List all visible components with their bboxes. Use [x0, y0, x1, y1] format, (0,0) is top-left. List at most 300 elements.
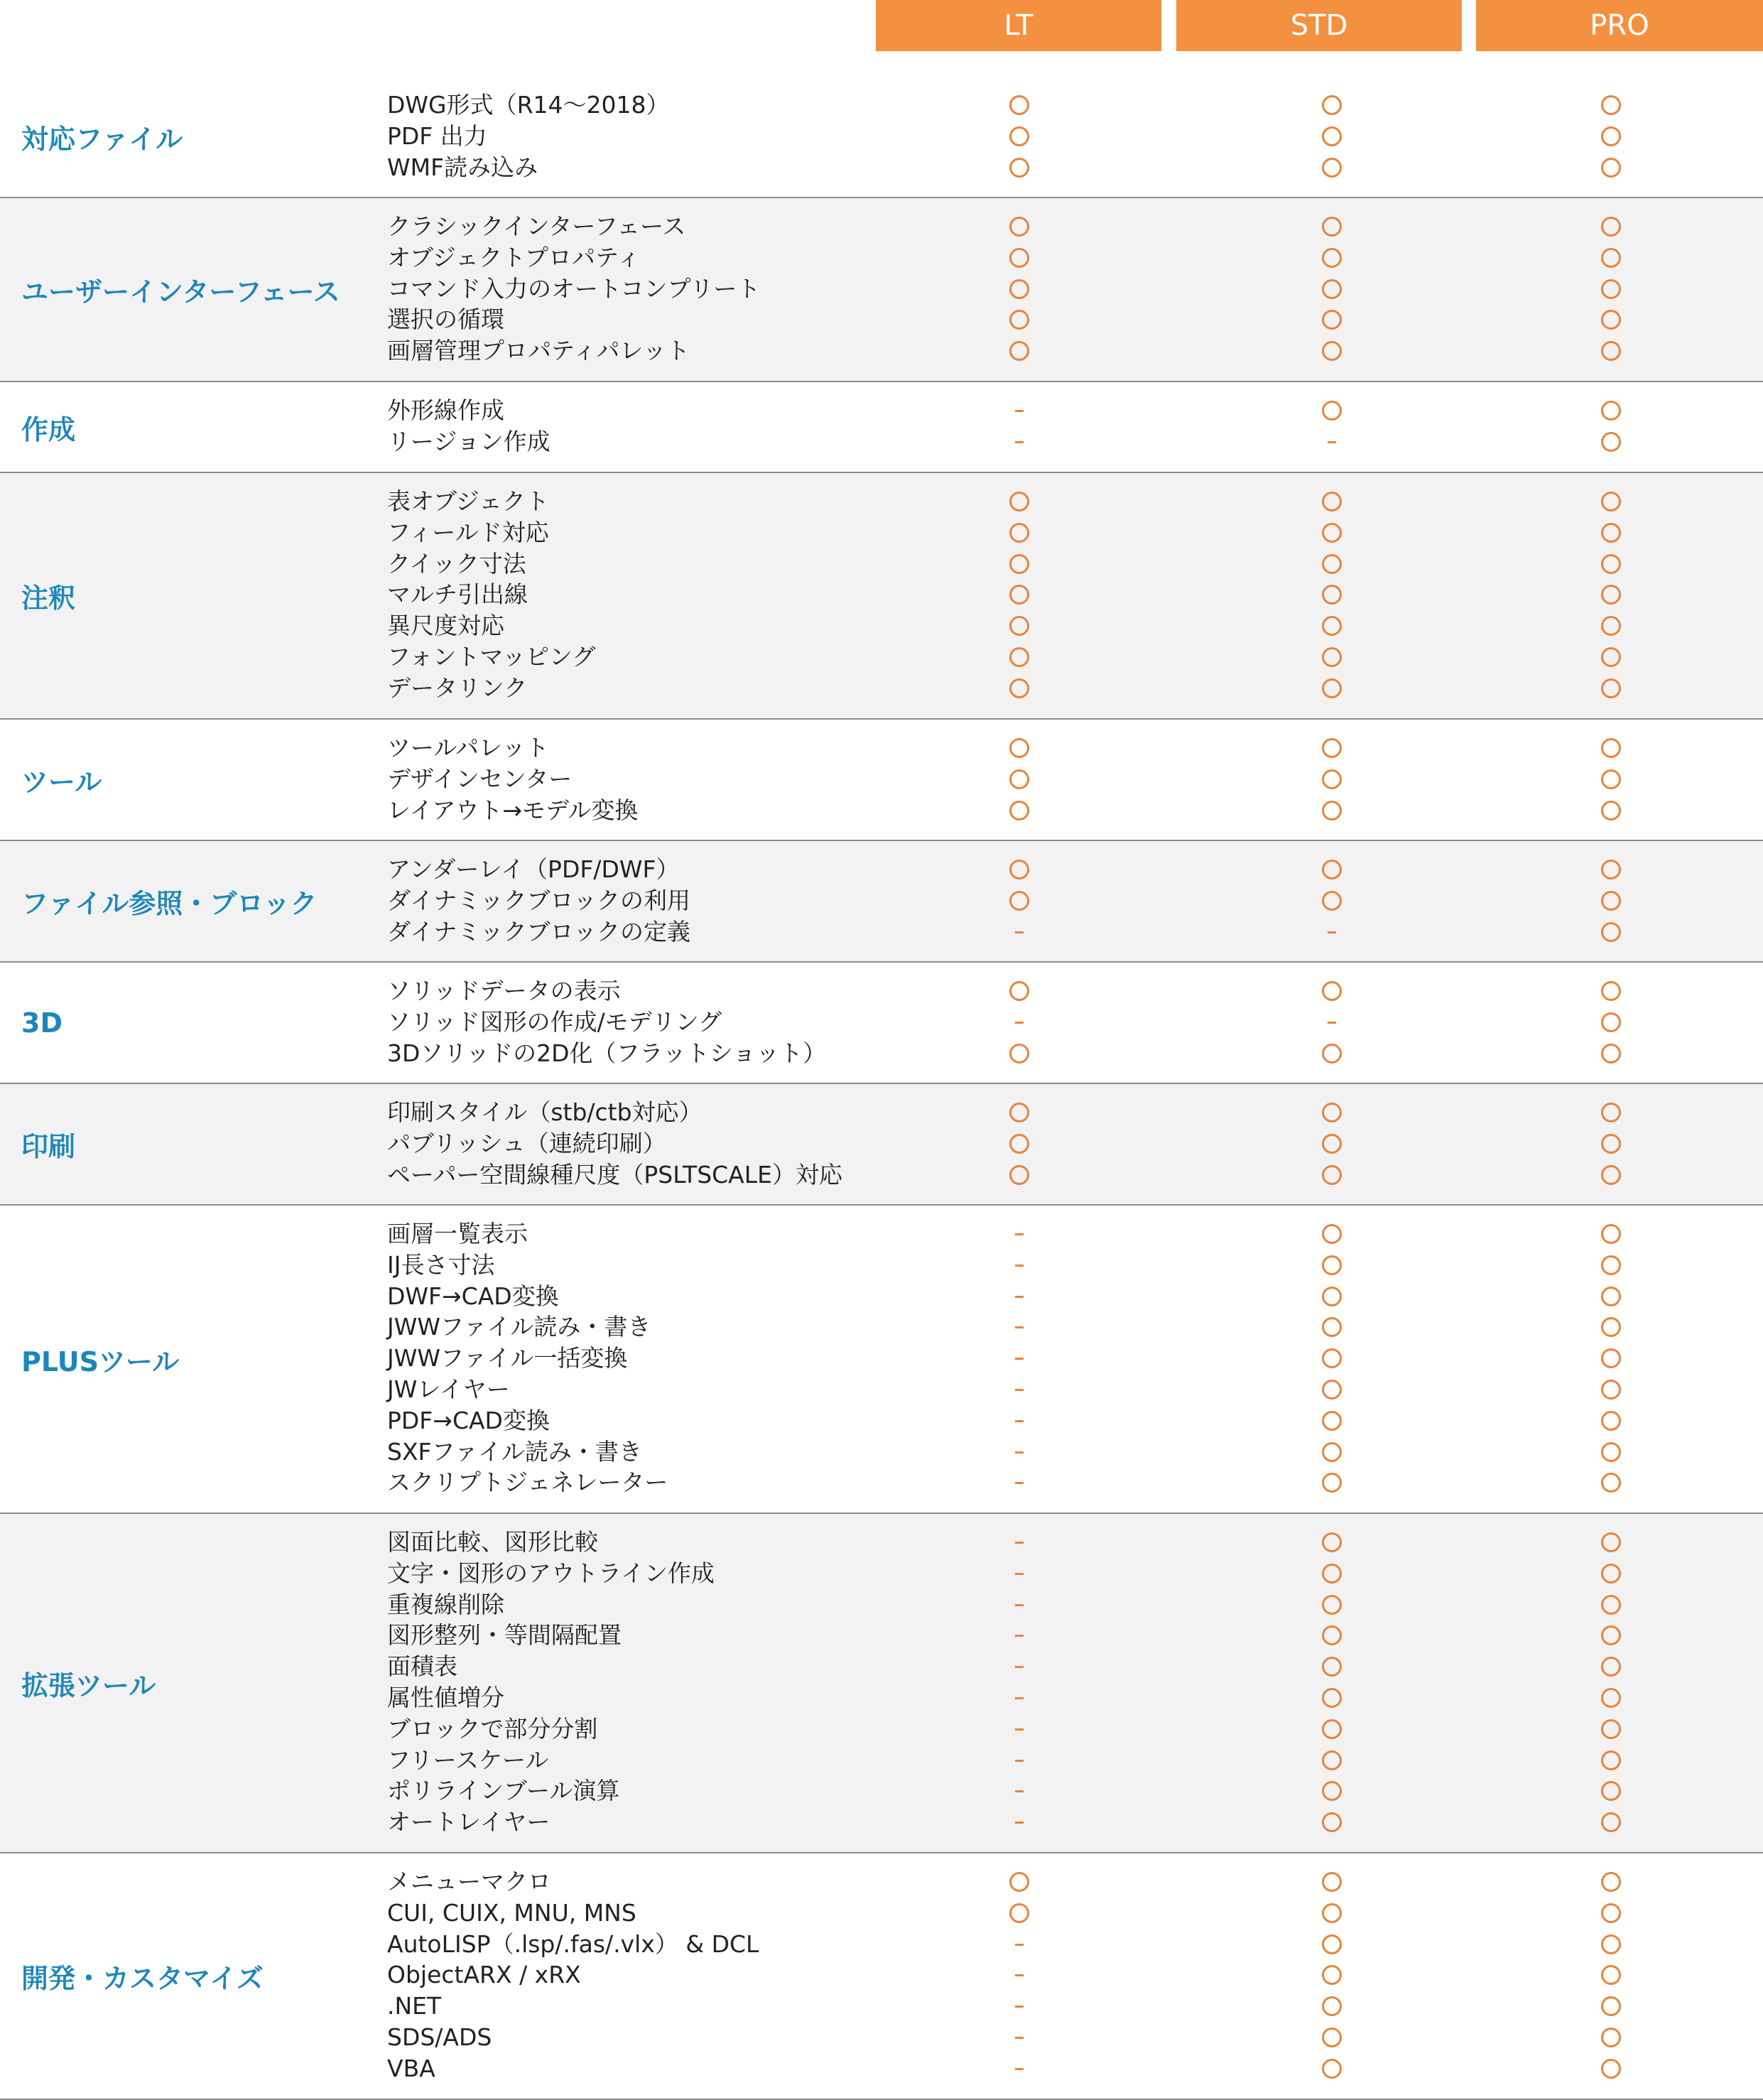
circle-mark-icon — [1009, 217, 1029, 237]
availability-std — [1316, 975, 1347, 1007]
availability-pro — [1595, 486, 1627, 517]
availability-lt — [1004, 1929, 1035, 1960]
circle-mark-icon — [1009, 647, 1029, 667]
feature-row — [0, 517, 1763, 548]
circle-mark-icon — [1322, 585, 1342, 605]
dash-mark-icon — [1015, 1790, 1024, 1792]
availability-std — [1316, 274, 1347, 305]
feature-row — [0, 732, 1763, 764]
circle-mark-icon — [1601, 1473, 1621, 1493]
circle-mark-icon — [1322, 95, 1342, 115]
availability-std — [1316, 1807, 1347, 1838]
circle-mark-icon — [1322, 2028, 1342, 2047]
availability-std — [1316, 642, 1347, 673]
dash-mark-icon — [1015, 1265, 1024, 1267]
availability-std — [1316, 1467, 1347, 1498]
feature-name: ダイナミックブロックの利用 — [387, 887, 691, 914]
circle-mark-icon — [1322, 1287, 1342, 1306]
availability-lt — [1004, 2022, 1035, 2053]
availability-std — [1316, 1898, 1347, 1929]
availability-std — [1316, 1558, 1347, 1589]
dash-mark-icon — [1015, 1420, 1024, 1422]
availability-pro — [1595, 1807, 1627, 1838]
availability-std — [1316, 732, 1347, 764]
feature-row — [0, 1038, 1763, 1069]
availability-lt — [1004, 1898, 1035, 1929]
availability-std — [1316, 579, 1347, 610]
feature-name: クイック寸法 — [387, 550, 526, 578]
circle-mark-icon — [1009, 801, 1029, 821]
dash-mark-icon — [1328, 931, 1336, 933]
category-label: 印刷 — [21, 1131, 76, 1162]
circle-mark-icon — [1601, 492, 1621, 512]
feature-name: JWレイヤー — [387, 1375, 510, 1403]
availability-pro — [1595, 1959, 1627, 1991]
circle-mark-icon — [1322, 310, 1342, 330]
dash-mark-icon — [1015, 1728, 1024, 1731]
circle-mark-icon — [1322, 1134, 1342, 1154]
availability-pro — [1595, 242, 1627, 274]
availability-std — [1316, 486, 1347, 517]
dash-mark-icon — [1015, 2006, 1024, 2008]
availability-std — [1316, 1281, 1347, 1312]
availability-lt — [1004, 1807, 1035, 1838]
availability-pro — [1595, 1620, 1627, 1651]
circle-mark-icon — [1601, 1012, 1621, 1032]
availability-std — [1316, 2053, 1347, 2084]
availability-lt — [1004, 1311, 1035, 1343]
circle-mark-icon — [1601, 432, 1621, 452]
feature-name: JWWファイル読み・書き — [387, 1313, 651, 1341]
circle-mark-icon — [1009, 95, 1029, 115]
availability-pro — [1595, 2022, 1627, 2053]
feature-name: 外形線作成 — [387, 396, 504, 424]
dash-mark-icon — [1015, 1451, 1024, 1454]
feature-row — [0, 395, 1763, 426]
availability-pro — [1595, 1405, 1627, 1436]
circle-mark-icon — [1601, 1103, 1621, 1122]
availability-std — [1316, 335, 1347, 367]
availability-lt — [1004, 1651, 1035, 1682]
availability-lt — [1004, 395, 1035, 426]
circle-mark-icon — [1601, 217, 1621, 237]
circle-mark-icon — [1322, 1750, 1342, 1770]
circle-mark-icon — [1009, 1134, 1029, 1154]
availability-std — [1316, 1714, 1347, 1745]
feature-name: メニューマクロ — [387, 1868, 551, 1895]
category-label: 開発・カスタマイズ — [21, 1963, 264, 1994]
feature-row — [0, 854, 1763, 885]
availability-std — [1316, 673, 1347, 704]
dash-mark-icon — [1015, 1296, 1024, 1298]
circle-mark-icon — [1322, 1564, 1342, 1584]
availability-std — [1316, 426, 1347, 458]
availability-pro — [1595, 395, 1627, 426]
availability-std — [1316, 916, 1347, 948]
availability-lt — [1004, 764, 1035, 795]
circle-mark-icon — [1601, 554, 1621, 574]
feature-row — [0, 90, 1763, 121]
feature-name: 図面比較、図形比較 — [387, 1528, 598, 1556]
availability-pro — [1595, 1558, 1627, 1589]
circle-mark-icon — [1009, 585, 1029, 605]
feature-name: データリンク — [387, 674, 528, 702]
category-label: 注釈 — [21, 583, 76, 614]
dash-mark-icon — [1015, 2037, 1024, 2039]
availability-pro — [1595, 1775, 1627, 1807]
feature-name: リージョン作成 — [387, 428, 550, 455]
availability-lt — [1004, 1527, 1035, 1558]
availability-lt — [1004, 242, 1035, 274]
availability-pro — [1595, 975, 1627, 1007]
availability-pro — [1595, 1374, 1627, 1405]
availability-pro — [1595, 1682, 1627, 1714]
circle-mark-icon — [1322, 1903, 1342, 1923]
feature-row — [0, 1589, 1763, 1620]
availability-pro — [1595, 1128, 1627, 1159]
availability-pro — [1595, 1866, 1627, 1898]
circle-mark-icon — [1009, 492, 1029, 512]
availability-pro — [1595, 1589, 1627, 1620]
availability-pro — [1595, 1527, 1627, 1558]
dash-mark-icon — [1015, 1326, 1024, 1328]
circle-mark-icon — [1009, 1103, 1029, 1122]
feature-name: パブリッシュ（連続印刷） — [387, 1130, 666, 1157]
feature-name: ブロックで部分分割 — [387, 1715, 598, 1743]
feature-row — [0, 1959, 1763, 1991]
circle-mark-icon — [1322, 1812, 1342, 1832]
availability-pro — [1595, 673, 1627, 704]
availability-lt — [1004, 732, 1035, 764]
availability-pro — [1595, 579, 1627, 610]
availability-lt — [1004, 1467, 1035, 1498]
feature-name: コマンド入力のオートコンプリート — [387, 275, 761, 303]
feature-row — [0, 1807, 1763, 1838]
dash-mark-icon — [1015, 1822, 1024, 1824]
circle-mark-icon — [1322, 678, 1342, 698]
circle-mark-icon — [1322, 1719, 1342, 1739]
dash-mark-icon — [1015, 1389, 1024, 1391]
availability-lt — [1004, 1745, 1035, 1776]
feature-row — [0, 1866, 1763, 1898]
availability-lt — [1004, 211, 1035, 242]
availability-pro — [1595, 732, 1627, 764]
availability-lt — [1004, 548, 1035, 580]
feature-row — [0, 1097, 1763, 1128]
feature-name: VBA — [387, 2055, 435, 2082]
circle-mark-icon — [1322, 769, 1342, 789]
circle-mark-icon — [1322, 647, 1342, 667]
circle-mark-icon — [1322, 1996, 1342, 2016]
availability-pro — [1595, 1097, 1627, 1128]
dash-mark-icon — [1015, 441, 1024, 443]
category-label: ファイル参照・ブロック — [21, 888, 318, 919]
circle-mark-icon — [1322, 492, 1342, 512]
circle-mark-icon — [1601, 1317, 1621, 1337]
availability-lt — [1004, 795, 1035, 826]
circle-mark-icon — [1322, 1934, 1342, 1954]
circle-mark-icon — [1601, 1255, 1621, 1275]
feature-name: 画層一覧表示 — [387, 1220, 528, 1247]
feature-row — [0, 1620, 1763, 1651]
feature-name: 文字・図形のアウトライン作成 — [387, 1559, 715, 1587]
availability-std — [1316, 764, 1347, 795]
availability-pro — [1595, 885, 1627, 916]
feature-row — [0, 1436, 1763, 1468]
circle-mark-icon — [1322, 1103, 1342, 1122]
section — [0, 473, 1763, 720]
feature-row — [0, 211, 1763, 242]
availability-std — [1316, 1007, 1347, 1038]
circle-mark-icon — [1601, 1934, 1621, 1954]
feature-name: WMF読み込み — [387, 153, 538, 181]
circle-mark-icon — [1322, 616, 1342, 636]
circle-mark-icon — [1009, 341, 1029, 361]
availability-std — [1316, 854, 1347, 885]
availability-std — [1316, 1929, 1347, 1960]
availability-pro — [1595, 211, 1627, 242]
availability-lt — [1004, 854, 1035, 885]
feature-row — [0, 642, 1763, 673]
dash-mark-icon — [1015, 1482, 1024, 1484]
circle-mark-icon — [1009, 981, 1029, 1001]
feature-row — [0, 610, 1763, 642]
availability-std — [1316, 152, 1347, 183]
availability-pro — [1595, 335, 1627, 367]
availability-std — [1316, 517, 1347, 548]
availability-pro — [1595, 517, 1627, 548]
availability-pro — [1595, 1745, 1627, 1776]
feature-name: オートレイヤー — [387, 1808, 550, 1836]
availability-lt — [1004, 1620, 1035, 1651]
circle-mark-icon — [1601, 2059, 1621, 2079]
availability-lt — [1004, 2053, 1035, 2084]
availability-pro — [1595, 1991, 1627, 2022]
dash-mark-icon — [1015, 1697, 1024, 1699]
circle-mark-icon — [1322, 1625, 1342, 1645]
circle-mark-icon — [1601, 95, 1621, 115]
feature-row — [0, 1898, 1763, 1929]
feature-name: フォントマッピング — [387, 643, 596, 671]
circle-mark-icon — [1601, 1442, 1621, 1462]
availability-lt — [1004, 1866, 1035, 1898]
dash-mark-icon — [1015, 1974, 1024, 1976]
availability-pro — [1595, 1159, 1627, 1191]
feature-name: IJ長さ寸法 — [387, 1251, 495, 1279]
availability-pro — [1595, 764, 1627, 795]
feature-name: DWF→CAD変換 — [387, 1282, 559, 1310]
feature-row — [0, 1374, 1763, 1405]
circle-mark-icon — [1009, 678, 1029, 698]
availability-lt — [1004, 885, 1035, 916]
dash-mark-icon — [1328, 441, 1336, 443]
availability-lt — [1004, 642, 1035, 673]
dash-mark-icon — [1328, 1022, 1336, 1024]
availability-std — [1316, 885, 1347, 916]
circle-mark-icon — [1322, 1532, 1342, 1552]
circle-mark-icon — [1009, 158, 1029, 178]
circle-mark-icon — [1009, 248, 1029, 268]
availability-std — [1316, 610, 1347, 642]
feature-row — [0, 1007, 1763, 1038]
circle-mark-icon — [1601, 1872, 1621, 1892]
category-label: 拡張ツール — [21, 1669, 156, 1701]
circle-mark-icon — [1009, 1044, 1029, 1063]
section — [0, 720, 1763, 841]
feature-row — [0, 152, 1763, 183]
circle-mark-icon — [1322, 1317, 1342, 1337]
availability-lt — [1004, 1558, 1035, 1589]
circle-mark-icon — [1009, 1872, 1029, 1892]
dash-mark-icon — [1015, 1666, 1024, 1668]
circle-mark-icon — [1009, 279, 1029, 299]
section — [0, 963, 1763, 1084]
availability-lt — [1004, 916, 1035, 948]
availability-std — [1316, 1651, 1347, 1682]
availability-std — [1316, 1620, 1347, 1651]
circle-mark-icon — [1601, 647, 1621, 667]
availability-std — [1316, 395, 1347, 426]
availability-pro — [1595, 90, 1627, 121]
feature-row — [0, 673, 1763, 704]
circle-mark-icon — [1322, 554, 1342, 574]
feature-name: クラシックインターフェース — [387, 212, 686, 240]
availability-std — [1316, 121, 1347, 152]
circle-mark-icon — [1601, 279, 1621, 299]
availability-std — [1316, 1682, 1347, 1714]
circle-mark-icon — [1322, 860, 1342, 879]
feature-row — [0, 2053, 1763, 2084]
availability-std — [1316, 211, 1347, 242]
category-label: PLUSツール — [21, 1346, 180, 1378]
availability-pro — [1595, 1714, 1627, 1745]
circle-mark-icon — [1601, 1996, 1621, 2016]
feature-name: ツールパレット — [387, 734, 549, 762]
availability-lt — [1004, 486, 1035, 517]
circle-mark-icon — [1009, 616, 1029, 636]
feature-name: デザインセンター — [387, 765, 573, 793]
circle-mark-icon — [1322, 1781, 1342, 1801]
circle-mark-icon — [1601, 248, 1621, 268]
feature-name: レイアウト→モデル変換 — [387, 796, 639, 824]
circle-mark-icon — [1601, 1380, 1621, 1400]
circle-mark-icon — [1322, 1224, 1342, 1244]
dash-mark-icon — [1015, 410, 1024, 412]
section — [0, 1853, 1763, 2100]
availability-pro — [1595, 2053, 1627, 2084]
circle-mark-icon — [1601, 616, 1621, 636]
circle-mark-icon — [1322, 2059, 1342, 2079]
feature-name: ポリラインブール演算 — [387, 1777, 620, 1804]
circle-mark-icon — [1601, 585, 1621, 605]
section — [0, 77, 1763, 198]
category-label: 対応ファイル — [21, 124, 183, 155]
availability-pro — [1595, 854, 1627, 885]
circle-mark-icon — [1322, 1044, 1342, 1063]
availability-pro — [1595, 548, 1627, 580]
feature-name: 印刷スタイル（stb/ctb対応） — [387, 1098, 703, 1126]
circle-mark-icon — [1601, 158, 1621, 178]
availability-std — [1316, 242, 1347, 274]
circle-mark-icon — [1322, 279, 1342, 299]
circle-mark-icon — [1601, 1595, 1621, 1615]
feature-row — [0, 975, 1763, 1007]
circle-mark-icon — [1601, 523, 1621, 543]
availability-lt — [1004, 274, 1035, 305]
circle-mark-icon — [1322, 1255, 1342, 1275]
feature-name: SDS/ADS — [387, 2023, 492, 2051]
circle-mark-icon — [1322, 1595, 1342, 1615]
circle-mark-icon — [1322, 523, 1342, 543]
availability-lt — [1004, 1436, 1035, 1468]
circle-mark-icon — [1601, 678, 1621, 698]
feature-name: AutoLISP（.lsp/.fas/.vlx） & DCL — [387, 1930, 759, 1958]
availability-pro — [1595, 1343, 1627, 1374]
availability-std — [1316, 1343, 1347, 1374]
availability-lt — [1004, 1250, 1035, 1281]
availability-std — [1316, 795, 1347, 826]
feature-name: 画層管理プロパティパレット — [387, 337, 690, 364]
circle-mark-icon — [1601, 1224, 1621, 1244]
availability-lt — [1004, 304, 1035, 335]
circle-mark-icon — [1009, 738, 1029, 758]
circle-mark-icon — [1322, 1872, 1342, 1892]
circle-mark-icon — [1009, 1903, 1029, 1923]
circle-mark-icon — [1601, 1348, 1621, 1368]
availability-lt — [1004, 121, 1035, 152]
availability-lt — [1004, 1007, 1035, 1038]
dash-mark-icon — [1015, 1358, 1024, 1360]
circle-mark-icon — [1322, 801, 1342, 821]
availability-lt — [1004, 1281, 1035, 1312]
availability-std — [1316, 304, 1347, 335]
availability-lt — [1004, 426, 1035, 458]
feature-row — [0, 1929, 1763, 1960]
availability-pro — [1595, 304, 1627, 335]
dash-mark-icon — [1015, 1604, 1024, 1606]
availability-pro — [1595, 916, 1627, 948]
availability-lt — [1004, 90, 1035, 121]
feature-row — [0, 335, 1763, 367]
feature-name: ダイナミックブロックの定義 — [387, 918, 691, 946]
dash-mark-icon — [1015, 1542, 1024, 1544]
column-header-std: STD — [1176, 0, 1462, 51]
section — [0, 382, 1763, 473]
circle-mark-icon — [1601, 1134, 1621, 1154]
availability-pro — [1595, 1311, 1627, 1343]
feature-row — [0, 1467, 1763, 1498]
availability-lt — [1004, 1714, 1035, 1745]
circle-mark-icon — [1322, 1348, 1342, 1368]
feature-name: 表オブジェクト — [387, 487, 550, 515]
circle-mark-icon — [1322, 1657, 1342, 1677]
feature-name: DWG形式（R14〜2018） — [387, 91, 670, 119]
category-label: 作成 — [21, 413, 76, 445]
feature-row — [0, 121, 1763, 152]
availability-lt — [1004, 1159, 1035, 1191]
feature-row — [0, 579, 1763, 610]
availability-std — [1316, 1589, 1347, 1620]
circle-mark-icon — [1601, 1657, 1621, 1677]
circle-mark-icon — [1601, 981, 1621, 1001]
feature-row — [0, 2022, 1763, 2053]
circle-mark-icon — [1601, 891, 1621, 911]
category-label: ツール — [21, 767, 102, 798]
feature-name: JWWファイル一括変換 — [387, 1344, 628, 1372]
availability-pro — [1595, 1007, 1627, 1038]
feature-row — [0, 1682, 1763, 1714]
feature-row — [0, 1218, 1763, 1250]
